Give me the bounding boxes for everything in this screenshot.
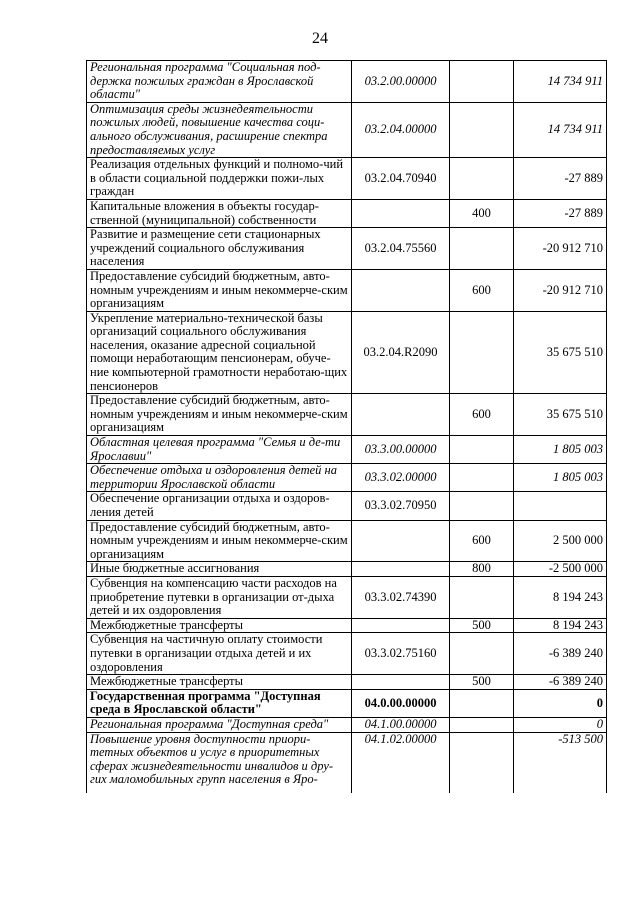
row-sum-cell: -27 889 bbox=[514, 199, 607, 227]
table-row bbox=[87, 492, 607, 520]
row-sum-cell: 35 675 510 bbox=[514, 311, 607, 394]
table-row bbox=[87, 269, 607, 311]
row-sum-cell: 8 194 243 bbox=[514, 618, 607, 633]
row-vr-cell: 600 bbox=[450, 394, 514, 436]
row-name-cell: Повышение уровня доступности приори-тетных объектов и услуг в приоритетных сферах жизнедеятельности инвалидов и дру-гих маломобильных групп населения в Яро- bbox=[87, 732, 352, 793]
budget-table-body bbox=[87, 61, 607, 793]
row-name-cell: Субвенция на компенсацию части расходов на приобретение путевки в организации от-дыха детей и их оздоровления bbox=[87, 576, 352, 618]
row-vr-cell: 800 bbox=[450, 562, 514, 577]
row-sum-cell: 0 bbox=[514, 717, 607, 732]
row-vr-cell bbox=[450, 158, 514, 200]
row-sum-cell: 2 500 000 bbox=[514, 520, 607, 562]
budget-table bbox=[86, 60, 607, 793]
row-code-cell bbox=[352, 520, 450, 562]
row-sum-cell: -6 389 240 bbox=[514, 675, 607, 690]
row-vr-cell bbox=[450, 492, 514, 520]
table-row bbox=[87, 199, 607, 227]
row-vr-cell bbox=[450, 464, 514, 492]
row-name-cell: Межбюджетные трансферты bbox=[87, 618, 352, 633]
row-name-cell: Предоставление субсидий бюджетным, авто-номным учреждениям и иным некоммерче-ским организациям bbox=[87, 269, 352, 311]
row-code-cell: 03.2.04.00000 bbox=[352, 102, 450, 157]
row-sum-cell: -27 889 bbox=[514, 158, 607, 200]
row-vr-cell bbox=[450, 633, 514, 675]
table-row bbox=[87, 633, 607, 675]
row-name-cell: Субвенция на частичную оплату стоимости путевки в организации отдыха детей и их оздоровления bbox=[87, 633, 352, 675]
table-row bbox=[87, 158, 607, 200]
row-code-cell bbox=[352, 675, 450, 690]
row-vr-cell bbox=[450, 102, 514, 157]
row-code-cell: 03.2.04.R2090 bbox=[352, 311, 450, 394]
row-name-cell: Реализация отдельных функций и полномо-чий в области социальной поддержки пожи-лых граждан bbox=[87, 158, 352, 200]
table-row bbox=[87, 228, 607, 270]
row-code-cell bbox=[352, 394, 450, 436]
row-name-cell: Региональная программа "Социальная под-держка пожилых граждан в Ярославской области" bbox=[87, 61, 352, 103]
row-sum-cell: 8 194 243 bbox=[514, 576, 607, 618]
row-code-cell: 03.3.02.00000 bbox=[352, 464, 450, 492]
table-row bbox=[87, 576, 607, 618]
row-vr-cell: 400 bbox=[450, 199, 514, 227]
row-vr-cell: 600 bbox=[450, 269, 514, 311]
row-sum-cell: -20 912 710 bbox=[514, 228, 607, 270]
row-vr-cell bbox=[450, 732, 514, 793]
row-code-cell: 04.1.00.00000 bbox=[352, 717, 450, 732]
row-code-cell: 03.2.04.75560 bbox=[352, 228, 450, 270]
page-number: 24 bbox=[312, 30, 328, 47]
row-sum-cell: 35 675 510 bbox=[514, 394, 607, 436]
row-sum-cell: 1 805 003 bbox=[514, 464, 607, 492]
row-code-cell: 03.3.02.74390 bbox=[352, 576, 450, 618]
row-code-cell: 04.1.02.00000 bbox=[352, 732, 450, 793]
row-name-cell: Межбюджетные трансферты bbox=[87, 675, 352, 690]
row-code-cell: 03.2.00.00000 bbox=[352, 61, 450, 103]
row-sum-cell: 0 bbox=[514, 689, 607, 717]
row-vr-cell bbox=[450, 311, 514, 394]
row-vr-cell bbox=[450, 61, 514, 103]
table-row bbox=[87, 732, 607, 793]
row-sum-cell: 14 734 911 bbox=[514, 61, 607, 103]
table-row bbox=[87, 436, 607, 464]
row-sum-cell: 14 734 911 bbox=[514, 102, 607, 157]
row-vr-cell: 500 bbox=[450, 618, 514, 633]
table-row bbox=[87, 675, 607, 690]
row-code-cell bbox=[352, 269, 450, 311]
row-code-cell: 04.0.00.00000 bbox=[352, 689, 450, 717]
row-name-cell: Обеспечение отдыха и оздоровления детей на территории Ярославской области bbox=[87, 464, 352, 492]
row-vr-cell bbox=[450, 436, 514, 464]
row-vr-cell: 500 bbox=[450, 675, 514, 690]
row-name-cell: Предоставление субсидий бюджетным, авто-номным учреждениям и иным некоммерче-ским организациям bbox=[87, 394, 352, 436]
row-sum-cell: -2 500 000 bbox=[514, 562, 607, 577]
row-name-cell: Обеспечение организации отдыха и оздоров-ления детей bbox=[87, 492, 352, 520]
row-code-cell bbox=[352, 618, 450, 633]
row-name-cell: Иные бюджетные ассигнования bbox=[87, 562, 352, 577]
row-code-cell: 03.3.00.00000 bbox=[352, 436, 450, 464]
row-sum-cell bbox=[514, 492, 607, 520]
row-vr-cell bbox=[450, 689, 514, 717]
row-code-cell: 03.3.02.75160 bbox=[352, 633, 450, 675]
row-vr-cell bbox=[450, 228, 514, 270]
table-row bbox=[87, 689, 607, 717]
table-row bbox=[87, 311, 607, 394]
row-vr-cell bbox=[450, 576, 514, 618]
row-vr-cell: 600 bbox=[450, 520, 514, 562]
row-code-cell bbox=[352, 562, 450, 577]
table-row bbox=[87, 102, 607, 157]
row-sum-cell: -6 389 240 bbox=[514, 633, 607, 675]
row-sum-cell: 1 805 003 bbox=[514, 436, 607, 464]
row-name-cell: Развитие и размещение сети стационарных учреждений социального обслуживания населения bbox=[87, 228, 352, 270]
row-code-cell: 03.2.04.70940 bbox=[352, 158, 450, 200]
table-row bbox=[87, 618, 607, 633]
row-name-cell: Предоставление субсидий бюджетным, авто-номным учреждениям и иным некоммерче-ским организациям bbox=[87, 520, 352, 562]
table-row bbox=[87, 717, 607, 732]
row-name-cell: Региональная программа "Доступная среда" bbox=[87, 717, 352, 732]
table-row bbox=[87, 394, 607, 436]
table-row bbox=[87, 562, 607, 577]
row-sum-cell: -513 500 bbox=[514, 732, 607, 793]
table-row bbox=[87, 464, 607, 492]
row-name-cell: Оптимизация среды жизнедеятельности пожилых людей, повышение качества соци-ального обслуживания, расширение спектра предоставляемых услуг bbox=[87, 102, 352, 157]
row-vr-cell bbox=[450, 717, 514, 732]
table-row bbox=[87, 520, 607, 562]
row-code-cell: 03.3.02.70950 bbox=[352, 492, 450, 520]
row-name-cell: Государственная программа "Доступная среда в Ярославской области" bbox=[87, 689, 352, 717]
row-name-cell: Укрепление материально-технической базы организаций социального обслуживания населения, оказание адресной социальной помощи неработающим пенсионерам, обуче-ние компьютерной грамотности неработаю-щих пенсионеров bbox=[87, 311, 352, 394]
table-row bbox=[87, 61, 607, 103]
row-code-cell bbox=[352, 199, 450, 227]
row-sum-cell: -20 912 710 bbox=[514, 269, 607, 311]
row-name-cell: Капитальные вложения в объекты государ-ственной (муниципальной) собственности bbox=[87, 199, 352, 227]
row-name-cell: Областная целевая программа "Семья и де-ти Ярославии" bbox=[87, 436, 352, 464]
